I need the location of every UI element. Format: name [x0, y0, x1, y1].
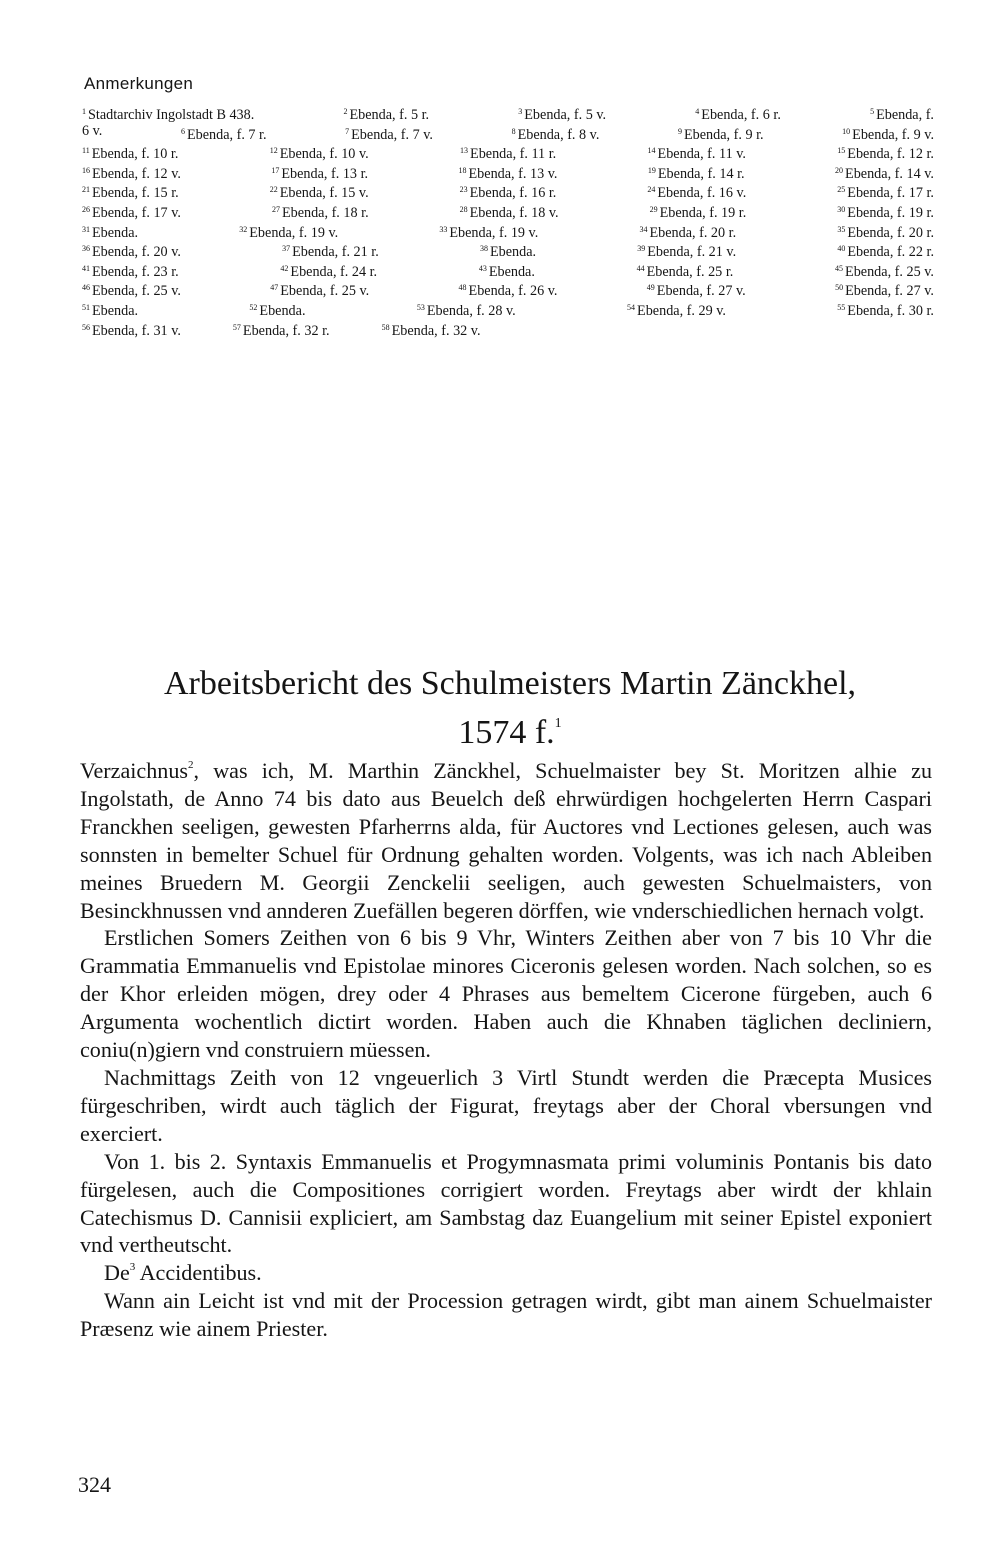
- footnote-row: [82, 239, 934, 259]
- footnote-number: 6: [180, 126, 185, 136]
- footnote: [82, 318, 181, 338]
- footnote: [678, 122, 764, 142]
- footnote: [82, 180, 179, 200]
- footnote-number: 22: [269, 185, 278, 195]
- footnote-text: Ebenda, f. 9 r.: [683, 126, 764, 143]
- footnote: [82, 122, 102, 142]
- footnote-text: Ebenda, f. 19 r.: [659, 204, 747, 221]
- footnote-text: Ebenda, f. 27 v.: [656, 283, 746, 300]
- footnote-number: 35: [837, 224, 846, 234]
- paragraph: [80, 924, 932, 1064]
- footnote-text: Ebenda, f. 7 r.: [186, 126, 267, 143]
- footnote: [627, 298, 726, 318]
- footnote-row: [82, 122, 934, 142]
- footnote-text: Ebenda, f. 20 r.: [649, 224, 737, 241]
- footnote-number: 56: [82, 322, 90, 332]
- paragraph: [80, 757, 932, 924]
- paragraph-text: Von 1. bis 2. Syntaxis Emmanuelis et Progymnasmata primi voluminis Pontanis bis dato fürgelesen, auch die Compositiones corrigiert worden. Freytags aber wirdt der khlain Catechismus D. Cannisii expliciert, am Sambstag daz Euangelium mit seiner Epistel exponiert vnd vertheutscht.: [80, 1148, 932, 1258]
- footnote-number: 36: [82, 244, 90, 254]
- footnote-row: [82, 259, 934, 279]
- footnote: [835, 161, 934, 181]
- footnote-row: [82, 161, 934, 181]
- paragraph-text: Accidentibus.: [135, 1260, 262, 1286]
- footnote-row: [82, 180, 934, 200]
- footnote-number: 17: [271, 165, 280, 175]
- footnote-number: 47: [270, 283, 279, 293]
- footnote-text: Ebenda, f. 21 r.: [292, 244, 379, 261]
- footnote-number: 5: [870, 107, 875, 116]
- footnote: [518, 102, 606, 122]
- footnote-text: Ebenda, f. 12 v.: [92, 165, 181, 182]
- title-line-1: Arbeitsbericht des Schulmeisters Martin Zänckhel,: [163, 665, 857, 702]
- footnote-text: Ebenda, f. 20 r.: [847, 224, 934, 241]
- footnote-number: 45: [835, 263, 844, 273]
- footnote-text: Ebenda, f. 25 v.: [845, 263, 934, 280]
- footnote-number: 30: [837, 204, 846, 214]
- footnote-number: 9: [677, 126, 682, 136]
- footnote: [282, 239, 379, 259]
- footnote-number: 7: [345, 126, 350, 136]
- footnote-number: 52: [249, 302, 258, 312]
- footnote-number: 53: [416, 302, 425, 312]
- footnote-list: [82, 102, 934, 337]
- footnote-text: Ebenda.: [92, 224, 139, 241]
- footnote-text: Ebenda, f. 30 r.: [847, 302, 934, 319]
- footnote-text: Ebenda, f. 21 v.: [647, 244, 737, 261]
- footnote: [280, 259, 377, 279]
- footnote-number: 26: [82, 204, 90, 214]
- footnote-number: 10: [842, 126, 851, 136]
- footnote-text: Ebenda, f. 13 r.: [281, 165, 369, 182]
- footnote-row: [82, 102, 934, 122]
- footnote: [82, 278, 181, 298]
- footnote-number: 15: [837, 146, 846, 156]
- footnote: [512, 122, 600, 142]
- footnote-number: 18: [458, 165, 467, 175]
- footnote: [82, 220, 138, 240]
- footnote-number: 31: [82, 224, 90, 234]
- footnote: [460, 141, 556, 161]
- footnote-number: 38: [479, 244, 488, 254]
- footnote: [648, 141, 746, 161]
- footnote-text: Ebenda, f. 5 v.: [524, 107, 607, 123]
- footnote-row: [82, 141, 934, 161]
- footnote-number: 19: [647, 165, 656, 175]
- footnote-number: 28: [459, 204, 468, 214]
- footnote: [695, 102, 781, 122]
- footnote-text: Ebenda, f. 23 r.: [92, 263, 179, 280]
- paragraph: [80, 1287, 932, 1343]
- footnote-text: Ebenda, f. 28 v.: [426, 302, 516, 319]
- footnote-number: 20: [835, 165, 844, 175]
- footnote-row: [82, 200, 934, 220]
- footnote-text: Ebenda, f. 14 v.: [845, 165, 934, 182]
- footnote: [639, 220, 736, 240]
- footnote: [835, 278, 934, 298]
- footnote-number: 32: [239, 224, 248, 234]
- footnote: [648, 161, 745, 181]
- footnote-number: 14: [647, 146, 656, 156]
- footnote-text: Ebenda, f. 17 r.: [847, 185, 934, 202]
- footnote: [82, 239, 181, 259]
- footnote: [837, 298, 934, 318]
- footnote-number: 51: [82, 302, 90, 312]
- footnote: [82, 161, 181, 181]
- footnote-number: 23: [459, 185, 468, 195]
- footnote-text: Ebenda, f. 24 r.: [290, 263, 378, 280]
- footnote: [270, 141, 369, 161]
- footnote-number: 57: [232, 322, 241, 332]
- footnote: [82, 259, 179, 279]
- paragraph-text: De: [104, 1260, 130, 1286]
- footnote-text: Ebenda.: [92, 302, 139, 319]
- footnote: [239, 220, 338, 240]
- document-title: [80, 664, 940, 753]
- footnote: [345, 122, 433, 142]
- footnote-number: 46: [82, 283, 90, 293]
- footnote-text: Ebenda, f. 11 r.: [470, 146, 557, 163]
- footnote-number: 40: [837, 244, 846, 254]
- page-number: 324: [78, 1472, 111, 1497]
- footnote-text: Ebenda, f. 19 v.: [449, 224, 539, 241]
- paragraph-text: , was ich, M. Marthin Zänckhel, Schuelmaister bey St. Moritzen alhie zu Ingolstath, de Anno 74 bis dato aus Beuelch deß ehrwürdigen hochgelerten Herrn Caspari Franckhen seeligen, gewesten Pfarherrns alda, für Auctores vnd Lectiones gelesen, auch was sonnsten in bemelter Schuel für Ordnung gehalten worden. Volgents, was ich nach Ableiben meines Bruedern M. Georgii Zenckelii seeligen, auch gewesten Schuelmaisters, von Besinckhnussen vnd annderen Zuefällen begeren dörffen, wie vnderschiedlichen hernach volgt.: [80, 758, 932, 923]
- footnote-number: 12: [269, 146, 278, 156]
- footnote-number: 49: [646, 283, 655, 293]
- footnote-text: 6 v.: [82, 122, 103, 139]
- footnote-number: 58: [381, 322, 390, 332]
- footnote: [181, 122, 267, 142]
- footnote: [82, 141, 178, 161]
- footnote: [647, 180, 746, 200]
- footnote: [270, 180, 369, 200]
- footnote-text: Ebenda, f. 25 v.: [92, 283, 181, 300]
- footnote: [870, 102, 934, 122]
- title-footnote-ref: 1: [554, 716, 562, 731]
- paragraph: [80, 1148, 932, 1260]
- footnote-number: 54: [627, 302, 636, 312]
- footnote-number: 42: [280, 263, 289, 273]
- footnote-number: 44: [636, 263, 645, 273]
- footnote-number: 21: [82, 185, 90, 195]
- paragraph-text: Erstlichen Somers Zeithen von 6 bis 9 Vhr, Winters Zeithen aber von 7 bis 10 Vhr die Grammatia Emmanuelis vnd Epistolae minores Ciceronis gelesen worden. Nach solchen, so es der Khor erleiden mögen, drey oder 4 Phrases aus bemeltem Cicerone fürgeben, auch 6 Argumenta wochentlich dictirt worden. Haben auch die Khnaben täglichen decliniern, coniu(n)giern vnd construiern müessen.: [80, 925, 932, 1063]
- footnote-text: Ebenda, f. 9 v.: [852, 126, 934, 143]
- footnote: [460, 200, 559, 220]
- footnote-number: 27: [271, 204, 280, 214]
- footnote-text: Stadtarchiv Ingolstadt B 438.: [88, 107, 255, 123]
- footnote-text: Ebenda, f. 7 v.: [351, 126, 433, 143]
- footnote: [271, 161, 368, 181]
- footnote-row: [82, 318, 934, 338]
- footnote-number: 16: [82, 165, 90, 175]
- footnote: [233, 318, 330, 338]
- footnote: [382, 318, 481, 338]
- footnote-text: Ebenda, f. 31 v.: [92, 322, 181, 339]
- footnote-number: 2: [343, 107, 348, 116]
- footnote-number: 25: [837, 185, 846, 195]
- footnote-number: 33: [439, 224, 448, 234]
- footnote: [837, 239, 934, 259]
- footnote-text: Ebenda, f.: [876, 107, 934, 123]
- footnote: [460, 180, 557, 200]
- footnote-text: Ebenda, f. 22 r.: [847, 244, 934, 261]
- footnote-text: Ebenda, f. 32 r.: [242, 322, 330, 339]
- footnote-number: 48: [458, 283, 467, 293]
- paragraph-text: Verzaichnus: [80, 758, 188, 783]
- footnote-text: Ebenda, f. 19 r.: [847, 204, 934, 221]
- footnote-number: 4: [695, 107, 700, 116]
- footnote: [837, 220, 934, 240]
- footnote-text: Ebenda, f. 25 r.: [646, 263, 734, 280]
- footnote-number: 41: [82, 263, 90, 273]
- footnote-number: 34: [639, 224, 648, 234]
- footnote: [272, 200, 369, 220]
- footnote: [479, 259, 535, 279]
- footnote-number: 39: [637, 244, 646, 254]
- paragraph: [80, 1064, 932, 1148]
- footnote-ref: 2: [187, 759, 194, 771]
- footnote: [837, 180, 934, 200]
- footnote-text: Ebenda, f. 16 v.: [657, 185, 747, 202]
- footnote-text: Ebenda, f. 12 r.: [847, 146, 934, 163]
- footnote: [417, 298, 516, 318]
- footnote-number: 24: [647, 185, 656, 195]
- footnote-text: Ebenda, f. 6 r.: [701, 107, 781, 123]
- footnote: [837, 141, 934, 161]
- footnote-number: 13: [460, 146, 469, 156]
- footnote-text: Ebenda, f. 13 v.: [468, 165, 558, 182]
- footnote-text: Ebenda, f. 11 v.: [657, 146, 746, 163]
- footnote-text: Ebenda, f. 8 v.: [517, 126, 600, 143]
- footnote: [82, 102, 254, 122]
- notes-heading: Anmerkungen: [84, 74, 194, 93]
- footnote: [637, 259, 734, 279]
- footnote-number: 3: [518, 107, 523, 116]
- footnote: [647, 278, 746, 298]
- footnote-row: [82, 220, 934, 240]
- footnote: [249, 298, 305, 318]
- footnote-text: Ebenda, f. 17 v.: [92, 204, 181, 221]
- footnote: [650, 200, 747, 220]
- footnote-text: Ebenda, f. 32 v.: [391, 322, 481, 339]
- footnote-number: 55: [837, 302, 846, 312]
- footnote-text: Ebenda, f. 20 v.: [92, 244, 181, 261]
- main-text: [80, 757, 932, 1343]
- footnote-text: Ebenda, f. 18 r.: [281, 204, 369, 221]
- footnote-text: Ebenda, f. 10 r.: [91, 146, 179, 163]
- footnote-text: Ebenda, f. 18 v.: [469, 204, 559, 221]
- footnote-text: Ebenda, f. 14 r.: [657, 165, 745, 182]
- footnote-text: Ebenda, f. 16 r.: [469, 185, 557, 202]
- footnote: [82, 200, 181, 220]
- footnote-number: 8: [511, 126, 516, 136]
- footnote-text: Ebenda, f. 27 v.: [845, 283, 934, 300]
- footnote-text: Ebenda.: [489, 244, 537, 261]
- footnote-text: Ebenda, f. 26 v.: [468, 283, 558, 300]
- footnote: [343, 102, 429, 122]
- footnote-number: 37: [282, 244, 291, 254]
- footnote-text: Ebenda, f. 19 v.: [249, 224, 339, 241]
- footnote: [459, 278, 558, 298]
- footnote: [439, 220, 538, 240]
- footnote-number: 50: [835, 283, 844, 293]
- footnote-text: Ebenda, f. 29 v.: [637, 302, 726, 319]
- footnote: [835, 259, 934, 279]
- footnote-ref: 3: [129, 1261, 136, 1274]
- footnote: [637, 239, 736, 259]
- title-line-2: 1574 f.: [458, 714, 555, 751]
- footnote-text: Ebenda, f. 10 v.: [279, 146, 369, 163]
- footnote-number: 29: [649, 204, 658, 214]
- footnote-row: [82, 298, 934, 318]
- footnote-number: 43: [478, 263, 487, 273]
- footnote: [459, 161, 558, 181]
- footnote: [842, 122, 934, 142]
- footnote-text: Ebenda.: [259, 302, 306, 319]
- footnote: [270, 278, 369, 298]
- footnote-number: 11: [82, 146, 90, 156]
- paragraph: [80, 1259, 932, 1287]
- footnote-text: Ebenda, f. 15 v.: [279, 185, 369, 202]
- footnote-text: Ebenda.: [488, 263, 535, 280]
- footnote-row: [82, 278, 934, 298]
- footnote-text: Ebenda, f. 25 v.: [280, 283, 370, 300]
- footnote-text: Ebenda, f. 15 r.: [92, 185, 179, 202]
- footnote: [82, 298, 138, 318]
- footnote: [837, 200, 934, 220]
- paragraph-text: Nachmittags Zeith von 12 vngeuerlich 3 Virtl Stundt werden die Præcepta Musices fürgeschriben, wirdt auch täglich der Figurat, freytags aber der Choral vbersungen vnd exerciert.: [80, 1064, 932, 1146]
- footnote: [480, 239, 536, 259]
- footnote-number: 1: [82, 107, 86, 116]
- paragraph-text: Wann ain Leicht ist vnd mit der Procession getragen wirdt, gibt man ainem Schuelmaister Præsenz wie ainem Priester.: [80, 1288, 932, 1342]
- footnote-text: Ebenda, f. 5 r.: [349, 107, 430, 123]
